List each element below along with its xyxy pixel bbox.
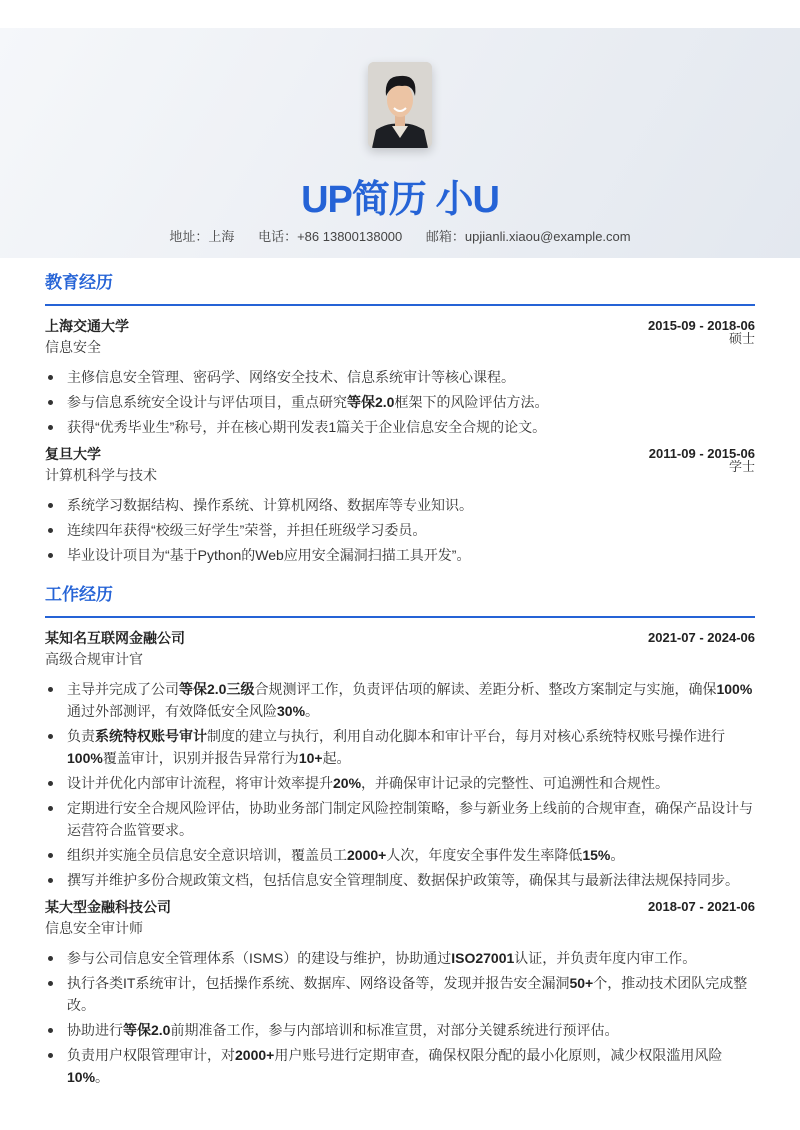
bullet-text: 人次，年度安全事件发生率降低	[386, 847, 583, 863]
role-title: 信息安全	[45, 339, 101, 355]
date-range: 2015-09 - 2018-06	[648, 318, 755, 333]
bullet-text: 主修信息安全管理、密码学、网络安全技术、信息系统审计等核心课程。	[67, 369, 515, 385]
role-title: 高级合规审计官	[45, 651, 143, 667]
bullet-item	[45, 947, 755, 969]
highlight-text: 100%	[67, 750, 103, 766]
bullet-item	[45, 544, 755, 566]
section-1	[45, 582, 755, 1088]
highlight-text: 等保2.0三级	[179, 681, 255, 697]
bullet-item	[45, 772, 755, 794]
phone-value: +86 13800138000	[297, 229, 403, 244]
entry-subheader	[45, 331, 755, 358]
bullet-text: 制度的建立与执行，利用自动化脚本和审计平台，每月对核心系统特权账号操作进行	[207, 728, 725, 744]
section-divider	[45, 616, 755, 618]
role-title: 信息安全审计师	[45, 920, 143, 936]
highlight-text: 系统特权账号审计	[95, 728, 207, 744]
bullet-item	[45, 1019, 755, 1041]
contact-info	[0, 226, 800, 245]
highlight-text: 等保2.0	[123, 1022, 171, 1038]
bullet-text: 参与公司信息安全管理体系（ISMS）的建设与维护，协助通过	[67, 950, 452, 966]
highlight-text: 20%	[333, 775, 362, 791]
section-title: 教育经历	[45, 273, 113, 292]
organization-name: 上海交通大学	[45, 318, 129, 334]
bullet-text: 设计并优化内部审计流程，将审计效率提升	[67, 775, 333, 791]
bullet-text: 毕业设计项目为“基于Python的Web应用安全漏洞扫描工具开发”。	[67, 547, 471, 563]
bullet-text: 定期进行安全合规风险评估，协助业务部门制定风险控制策略，参与新业务上线前的合规审查，确保产品设计与运营符合监管要求。	[67, 800, 753, 838]
highlight-text: ISO27001	[451, 950, 515, 966]
bullet-text: 框架下的风险评估方法。	[394, 394, 549, 410]
section-title: 工作经历	[45, 585, 113, 604]
entry-header	[45, 897, 755, 917]
address-value: 上海	[208, 229, 235, 244]
highlight-text: 50+	[569, 975, 594, 991]
bullet-text: 。	[305, 703, 320, 719]
resume-body	[45, 270, 755, 1104]
bullet-text: 用户账号进行定期审查，确保权限分配的最小化原则，减少权限滥用风险	[274, 1047, 723, 1063]
resume-header	[0, 28, 800, 258]
bullet-item	[45, 972, 755, 1016]
bullet-item	[45, 869, 755, 891]
bullet-item	[45, 391, 755, 413]
bullet-text: 主导并完成了公司	[67, 681, 179, 697]
organization-name: 某大型金融科技公司	[45, 899, 171, 915]
bullet-text: 。	[610, 847, 625, 863]
highlight-text: 等保2.0	[347, 394, 395, 410]
date-range: 2021-07 - 2024-06	[648, 630, 755, 645]
date-range: 2018-07 - 2021-06	[648, 899, 755, 914]
bullet-list	[45, 366, 755, 438]
bullet-text: 负责	[67, 728, 95, 744]
entry-subheader	[45, 648, 755, 670]
bullet-text: 系统学习数据结构、操作系统、计算机网络、数据库等专业知识。	[67, 497, 473, 513]
bullet-text: 组织并实施全员信息安全意识培训，覆盖员工	[67, 847, 347, 863]
entry	[45, 444, 755, 566]
bullet-text: 执行各类IT系统审计，包括操作系统、数据库、网络设备等，发现并报告安全漏洞	[67, 975, 570, 991]
email-label: 邮箱：	[425, 229, 465, 244]
bullet-text: 通过外部测评，有效降低安全风险	[67, 703, 277, 719]
highlight-text: 30%	[277, 703, 306, 719]
highlight-text: 10%	[67, 1069, 96, 1085]
bullet-item	[45, 725, 755, 769]
bullet-text: 连续四年获得“校级三好学生”荣誉，并担任班级学习委员。	[67, 522, 427, 538]
highlight-text: 10+	[298, 750, 323, 766]
bullet-text: 认证，并负责年度内审工作。	[514, 950, 697, 966]
section-divider	[45, 304, 755, 306]
highlight-text: 15%	[582, 847, 611, 863]
bullet-text: 前期准备工作，参与内部培训和标准宣贯，对部分关键系统进行预评估。	[170, 1022, 619, 1038]
bullet-text: ，并确保审计记录的完整性、可追溯性和合规性。	[361, 775, 670, 791]
entry-subheader	[45, 459, 755, 486]
entry	[45, 628, 755, 891]
bullet-text: 覆盖审计，识别并报告异常行为	[102, 750, 299, 766]
email-value[interactable]: upjianli.xiaou@example.com	[464, 229, 631, 244]
bullet-list	[45, 947, 755, 1088]
bullet-item	[45, 494, 755, 516]
bullet-text: 获得“优秀毕业生”称号，并在核心期刊发表1篇关于企业信息安全合规的论文。	[67, 419, 547, 435]
organization-name: 复旦大学	[45, 446, 101, 462]
highlight-text: 100%	[716, 681, 753, 697]
bullet-list	[45, 678, 755, 891]
bullet-item	[45, 416, 755, 438]
bullet-text: 。	[95, 1069, 110, 1085]
bullet-item	[45, 797, 755, 841]
bullet-item	[45, 844, 755, 866]
highlight-text: 2000+	[235, 1047, 275, 1063]
entry-header	[45, 444, 755, 464]
candidate-name: UP简历 小U	[301, 179, 499, 221]
bullet-text: 起。	[322, 750, 351, 766]
profile-photo	[368, 62, 432, 148]
bullet-text: 合规测评工作，负责评估项的解读、差距分析、整改方案制定与实施，确保	[254, 681, 717, 697]
entry	[45, 897, 755, 1088]
entry-subheader	[45, 917, 755, 939]
bullet-text: 个，推动技术团队完成整改。	[67, 975, 748, 1013]
bullet-text: 参与信息系统安全设计与评估项目，重点研究	[67, 394, 347, 410]
bullet-text: 撰写并维护多份合规政策文档，包括信息安全管理制度、数据保护政策等，确保其与最新法律法规保持同步。	[67, 872, 739, 888]
organization-name: 某知名互联网金融公司	[45, 630, 185, 646]
entry-header	[45, 316, 755, 336]
date-range: 2011-09 - 2015-06	[648, 446, 755, 461]
bullet-item	[45, 678, 755, 722]
bullet-item	[45, 1044, 755, 1088]
entry-header	[45, 628, 755, 648]
bullet-text: 负责用户权限管理审计，对	[67, 1047, 235, 1063]
section-0	[45, 270, 755, 566]
entry	[45, 316, 755, 438]
bullet-item	[45, 366, 755, 388]
highlight-text: 2000+	[347, 847, 387, 863]
phone-label: 电话：	[258, 229, 298, 244]
bullet-item	[45, 519, 755, 541]
bullet-text: 协助进行	[67, 1022, 123, 1038]
bullet-list	[45, 494, 755, 566]
degree: 学士	[728, 459, 755, 474]
address-label: 地址：	[169, 229, 209, 244]
role-title: 计算机科学与技术	[45, 467, 157, 483]
degree: 硕士	[728, 331, 755, 346]
